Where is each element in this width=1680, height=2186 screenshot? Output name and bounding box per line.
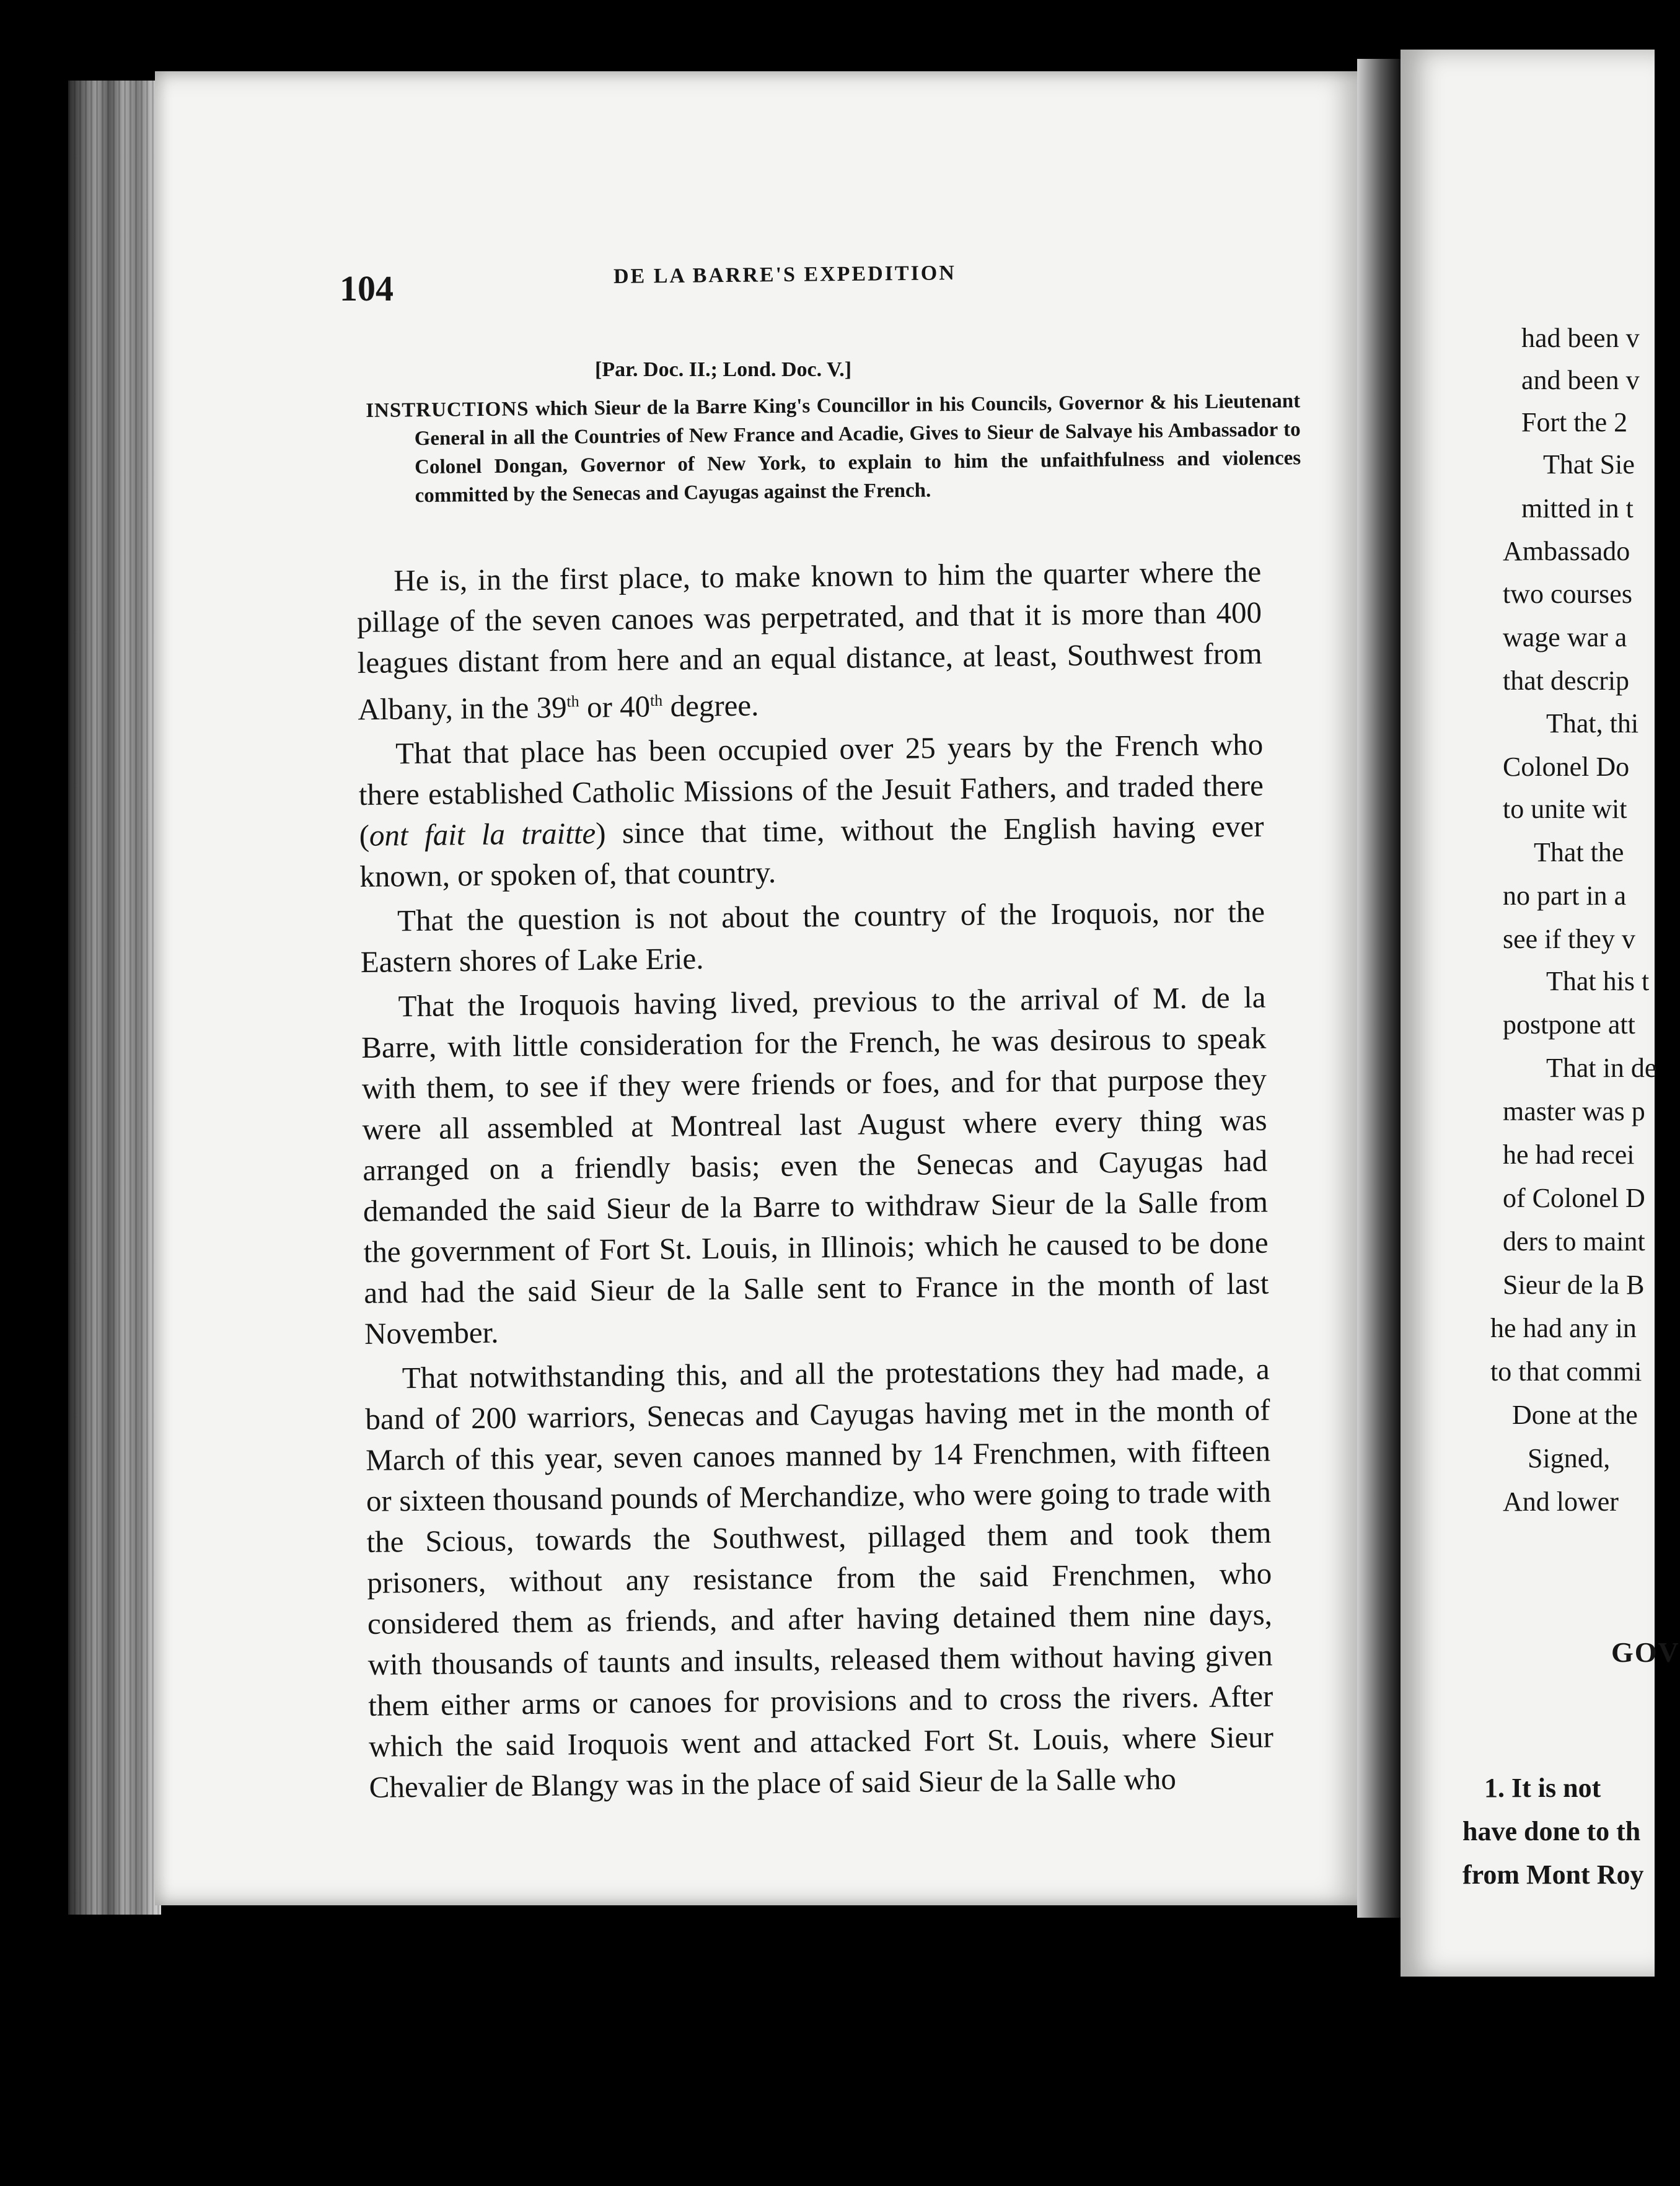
right-page-footer-line: have done to th <box>1462 1816 1641 1846</box>
right-page-line: and been v <box>1521 365 1640 395</box>
right-page-line: of Colonel D <box>1503 1183 1645 1213</box>
right-page-line: postpone att <box>1503 1009 1635 1040</box>
instructions-heading <box>366 387 1301 511</box>
right-page-line: That his t <box>1546 966 1650 996</box>
paragraph-3: That the question is not about the country of the Iroquois, nor the Eastern shores of Lake Erie. <box>360 895 1265 980</box>
paragraph-1 <box>356 551 1263 731</box>
right-page-line: master was p <box>1503 1096 1645 1126</box>
paragraph-2-text: That that place has been occupied over 25 years by the French who there established Catholic Missions of the Jesuit Fathers, and traded there ( <box>358 727 1264 853</box>
right-page-line: had been v <box>1521 323 1640 353</box>
paragraph-2 <box>358 724 1265 897</box>
right-page-line: that descrip <box>1503 665 1630 696</box>
right-page-line: That, thi <box>1546 708 1639 739</box>
right-page-line: no part in a <box>1503 880 1627 911</box>
right-page-line: to that commi <box>1490 1356 1642 1387</box>
right-page-footer-line: from Mont Roy <box>1462 1859 1644 1890</box>
body-text <box>356 551 1274 1812</box>
paragraph-4: That the Iroquois having lived, previous to the arrival of M. de la Barre, with little consideration for the French, he was desirous to speak with them, to see if they were friends or foes, and for that purpose they were all assembled at Montreal last August where every thing was arranged on a friendly basis; even the Senecas and Cayugas had demanded the said Sieur de la Barre to withdraw Sieur de la Salle from the government of Fort St. Louis, in Illinois; which he caused to be done and had the said Sieur de la Salle sent to France in the month of last November. <box>361 980 1269 1351</box>
book-edge <box>68 81 161 1915</box>
right-page-line: That the <box>1534 837 1624 867</box>
right-page-line: That in de <box>1546 1053 1657 1083</box>
book-gutter <box>1357 59 1401 1918</box>
instructions-description: which Sieur de la Barre King's Councillor in his Councils, Governor & his Lieutenant General in all the Countries of New France and Acadie, Gives to Sieur de Salvaye his Ambassador to Colonel Dongan, Governor of New York, to explain to him the unfaithfulness and violences committed by the Senecas and Cayugas against the French. <box>414 390 1301 507</box>
paragraph-1-text-b: or 40 <box>579 689 651 724</box>
page-number: 104 <box>340 268 394 309</box>
paragraph-1-text: He is, in the first place, to make known to him the quarter where the pillage of the seven canoes was perpetrated, and that it is more than 400 leagues distant from here and an equal distance, at least, Southwest from Albany, in the 39 <box>356 554 1262 727</box>
superscript: th <box>566 692 579 711</box>
right-page-line: Done at the <box>1512 1400 1638 1430</box>
running-head: DE LA BARRE'S EXPEDITION <box>613 261 957 288</box>
right-page-line: Colonel Do <box>1503 752 1630 782</box>
superscript: th <box>649 691 663 710</box>
right-page-heading: GOV <box>1611 1636 1680 1668</box>
right-page-line: see if they v <box>1503 924 1635 954</box>
instructions-lead: INSTRUCTIONS <box>366 398 529 422</box>
right-page-line: Sieur de la B <box>1503 1270 1645 1300</box>
right-page-line: he had any in <box>1490 1313 1637 1343</box>
right-page <box>1401 50 1680 1977</box>
right-page-line: Fort the 2 <box>1521 407 1628 437</box>
right-page-line: ders to maint <box>1503 1226 1645 1257</box>
paragraph-5: That notwithstanding this, and all the protestations they had made, a band of 200 warriors, Senecas and Cayugas having met in the month of March of this year, seven canoes manned by 14 Frenchmen, with fifteen or sixteen thousand pounds of Merchandize, who were going to trade with the Scious, towards the Southwest, pillaged them and took them prisoners, without any resistance from the said Frenchmen, who considered them as friends, and after having detained them nine days, with thousands of taunts and insults, released them without having given them either arms or canoes for provisions and to cross the rivers. After which the said Iroquois went and attacked Fort St. Louis, where Sieur Chevalier de Blangy was in the place of said Sieur de la Salle who <box>365 1351 1274 1805</box>
french-phrase: ont fait la traitte <box>369 816 596 853</box>
right-page-line: That Sie <box>1543 449 1635 480</box>
right-page-line: wage war a <box>1503 622 1627 652</box>
right-page-line: two courses <box>1503 579 1632 609</box>
right-page-line: Ambassado <box>1503 536 1630 566</box>
right-page-line: And lower <box>1503 1486 1619 1517</box>
paragraph-1-text-c: degree. <box>662 688 759 724</box>
right-page-line: to unite wit <box>1503 794 1627 824</box>
right-page-line: mitted in t <box>1521 493 1634 524</box>
right-page-line: he had recei <box>1503 1139 1635 1170</box>
paragraph-2-text-b: ) since that time, without the English having ever known, or spoken of, that country. <box>359 809 1264 894</box>
right-page-line: Signed, <box>1528 1443 1611 1473</box>
document-reference: [Par. Doc. II.; Lond. Doc. V.] <box>595 358 852 381</box>
right-page-footer-line: 1. It is not <box>1484 1773 1601 1803</box>
